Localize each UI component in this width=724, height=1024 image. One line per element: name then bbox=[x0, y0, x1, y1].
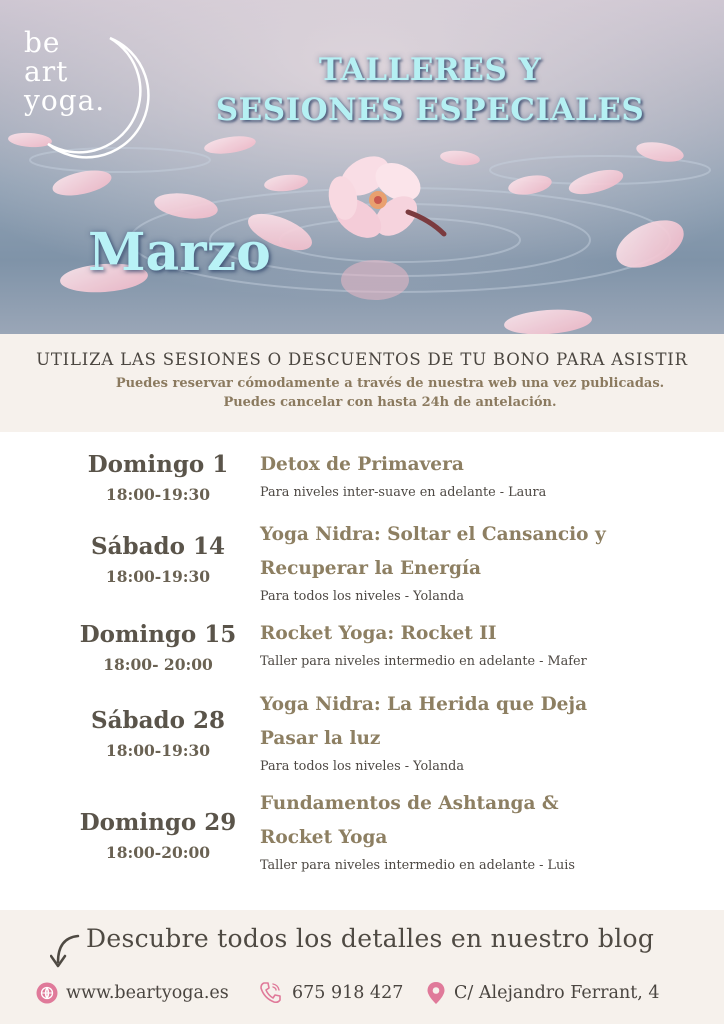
address-link[interactable] bbox=[426, 980, 660, 1006]
event-title-continued: Recuperar la Energía bbox=[260, 558, 481, 579]
event-time: 18:00-19:30 bbox=[105, 741, 211, 760]
event-title: Detox de Primavera bbox=[260, 454, 464, 475]
event-time: 18:00-20:00 bbox=[105, 843, 211, 862]
event-day: Domingo 29 bbox=[79, 809, 237, 836]
event-details bbox=[260, 617, 700, 672]
event-day: Domingo 1 bbox=[87, 451, 229, 478]
event-date bbox=[70, 706, 246, 762]
address-text: C/ Alejandro Ferrant, 4 bbox=[454, 983, 660, 1003]
event-day: Domingo 15 bbox=[79, 621, 237, 648]
event-time: 18:00-19:30 bbox=[105, 567, 211, 586]
phone-text: 675 918 427 bbox=[292, 983, 404, 1003]
event-subtitle: Para todos los niveles - Yolanda bbox=[260, 589, 464, 604]
phone-link[interactable] bbox=[258, 980, 403, 1006]
info-band bbox=[0, 334, 724, 432]
info-cancel-note: Puedes cancelar con hasta 24h de antelación. bbox=[223, 395, 557, 410]
month-heading: Marzo bbox=[88, 222, 271, 283]
event-subtitle: Taller para niveles intermedio en adelante - Mafer bbox=[260, 654, 587, 669]
title-line-1: TALLERES Y bbox=[318, 52, 542, 88]
event-title-continued: Pasar la luz bbox=[260, 728, 381, 749]
event-title: Yoga Nidra: Soltar el Cansancio y bbox=[260, 524, 606, 545]
logo-line-1: be bbox=[24, 26, 61, 59]
event-date bbox=[70, 620, 246, 676]
hero-banner bbox=[0, 0, 724, 334]
event-title: Fundamentos de Ashtanga & bbox=[260, 793, 559, 814]
curved-arrow-icon bbox=[50, 932, 82, 976]
footer bbox=[0, 910, 724, 1024]
logo-line-3: yoga. bbox=[24, 84, 106, 117]
logo-wordmark bbox=[24, 28, 105, 115]
page-title bbox=[180, 50, 680, 130]
info-headline: UTILIZA LAS SESIONES O DESCUENTOS DE TU BONO PARA ASISTIR bbox=[36, 350, 688, 369]
title-line-2: SESIONES ESPECIALES bbox=[215, 92, 645, 128]
website-text: www.beartyoga.es bbox=[66, 983, 229, 1003]
blog-link[interactable]: Descubre todos los detalles en nuestro blog bbox=[86, 924, 655, 953]
event-date bbox=[70, 450, 246, 506]
event-details bbox=[260, 787, 700, 876]
logo-line-2: art bbox=[24, 55, 69, 88]
event-title: Rocket Yoga: Rocket II bbox=[260, 623, 497, 644]
event-details bbox=[260, 518, 700, 607]
event-subtitle: Taller para niveles intermedio en adelante - Luis bbox=[260, 858, 575, 873]
event-day: Sábado 14 bbox=[91, 533, 225, 560]
event-day: Sábado 28 bbox=[91, 707, 225, 734]
event-time: 18:00-19:30 bbox=[105, 485, 211, 504]
event-title-continued: Rocket Yoga bbox=[260, 827, 388, 848]
event-date bbox=[70, 532, 246, 588]
event-title: Yoga Nidra: La Herida que Deja bbox=[260, 694, 588, 715]
event-subtitle: Para todos los niveles - Yolanda bbox=[260, 759, 464, 774]
location-pin-icon bbox=[426, 981, 446, 1005]
website-link[interactable] bbox=[36, 980, 229, 1006]
event-time: 18:00- 20:00 bbox=[103, 655, 213, 674]
globe-icon bbox=[36, 982, 58, 1004]
event-date bbox=[70, 808, 246, 864]
phone-icon bbox=[258, 980, 284, 1006]
info-booking-note: Puedes reservar cómodamente a través de nuestra web una vez publicadas. bbox=[115, 376, 665, 391]
event-details bbox=[260, 688, 700, 777]
event-details bbox=[260, 448, 700, 503]
event-list bbox=[0, 432, 724, 910]
brand-logo bbox=[18, 26, 168, 166]
event-subtitle: Para niveles inter-suave en adelante - Laura bbox=[260, 485, 547, 500]
